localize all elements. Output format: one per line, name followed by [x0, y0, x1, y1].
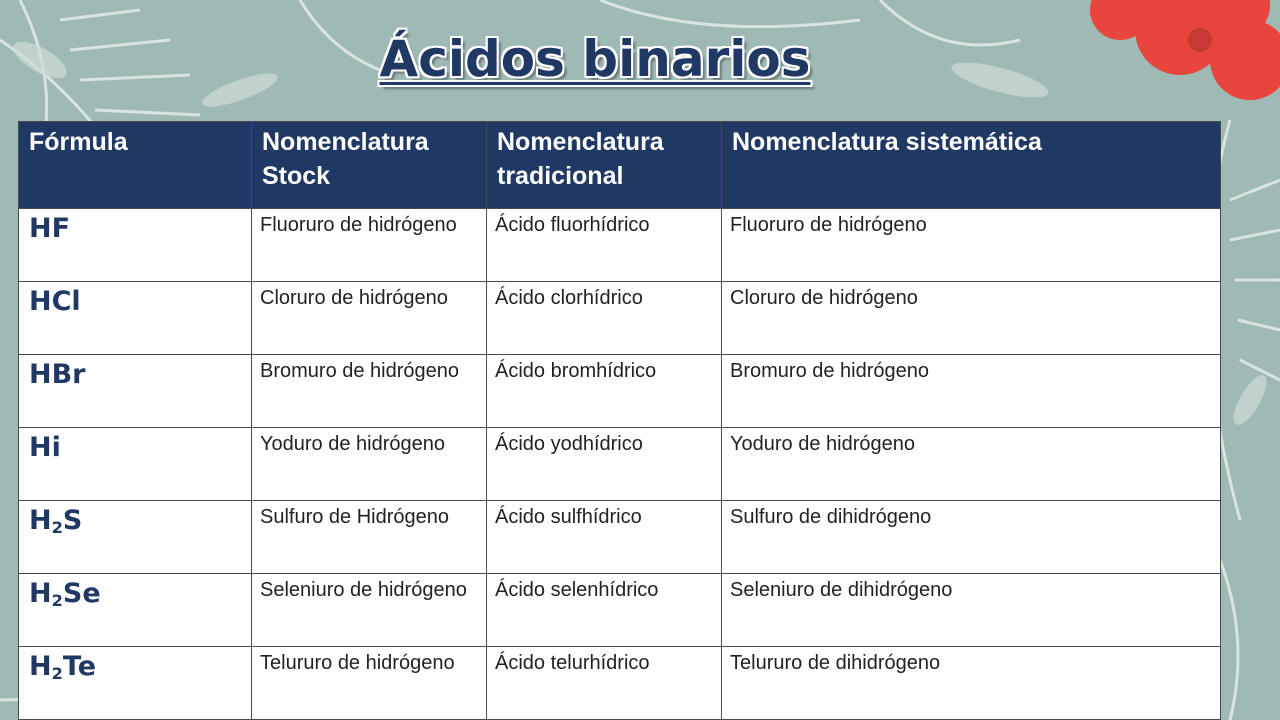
traditional-cell: Ácido yodhídrico	[487, 428, 722, 501]
systematic-cell: Telururo de dihidrógeno	[722, 647, 1221, 720]
table-row	[19, 501, 1221, 574]
traditional-cell: Ácido selenhídrico	[487, 574, 722, 647]
formula-cell: HCl	[19, 282, 252, 355]
header-stock: Nomenclatura Stock	[252, 122, 487, 209]
table-header-row	[19, 122, 1221, 209]
systematic-cell: Cloruro de hidrógeno	[722, 282, 1221, 355]
formula-cell: $H_2S$	[19, 501, 252, 574]
stock-cell: Cloruro de hidrógeno	[252, 282, 487, 355]
formula-cell: HBr	[19, 355, 252, 428]
systematic-cell: Fluoruro de hidrógeno	[722, 209, 1221, 282]
stock-cell: Bromuro de hidrógeno	[252, 355, 487, 428]
header-traditional: Nomenclatura tradicional	[487, 122, 722, 209]
stock-cell: Seleniuro de hidrógeno	[252, 574, 487, 647]
formula-cell: $H_2Se$	[19, 574, 252, 647]
traditional-cell: Ácido clorhídrico	[487, 282, 722, 355]
header-systematic: Nomenclatura sistemática	[722, 122, 1221, 209]
table-row	[19, 209, 1221, 282]
traditional-cell: Ácido telurhídrico	[487, 647, 722, 720]
traditional-cell: Ácido bromhídrico	[487, 355, 722, 428]
page-title: Ácidos binarios	[379, 30, 811, 88]
systematic-cell: Bromuro de hidrógeno	[722, 355, 1221, 428]
header-formula: Fórmula	[19, 122, 252, 209]
table-row	[19, 647, 1221, 720]
stock-cell: Telururo de hidrógeno	[252, 647, 487, 720]
table-row	[19, 355, 1221, 428]
formula-cell: HF	[19, 209, 252, 282]
traditional-cell: Ácido sulfhídrico	[487, 501, 722, 574]
table-row	[19, 428, 1221, 501]
stock-cell: Sulfuro de Hidrógeno	[252, 501, 487, 574]
formula-cell: Hi	[19, 428, 252, 501]
formula-cell: $H_2Te$	[19, 647, 252, 720]
systematic-cell: Sulfuro de dihidrógeno	[722, 501, 1221, 574]
systematic-cell: Yoduro de hidrógeno	[722, 428, 1221, 501]
traditional-cell: Ácido fluorhídrico	[487, 209, 722, 282]
binary-acids-table	[18, 121, 1221, 720]
stock-cell: Fluoruro de hidrógeno	[252, 209, 487, 282]
stock-cell: Yoduro de hidrógeno	[252, 428, 487, 501]
table-row	[19, 574, 1221, 647]
systematic-cell: Seleniuro de dihidrógeno	[722, 574, 1221, 647]
table-row	[19, 282, 1221, 355]
